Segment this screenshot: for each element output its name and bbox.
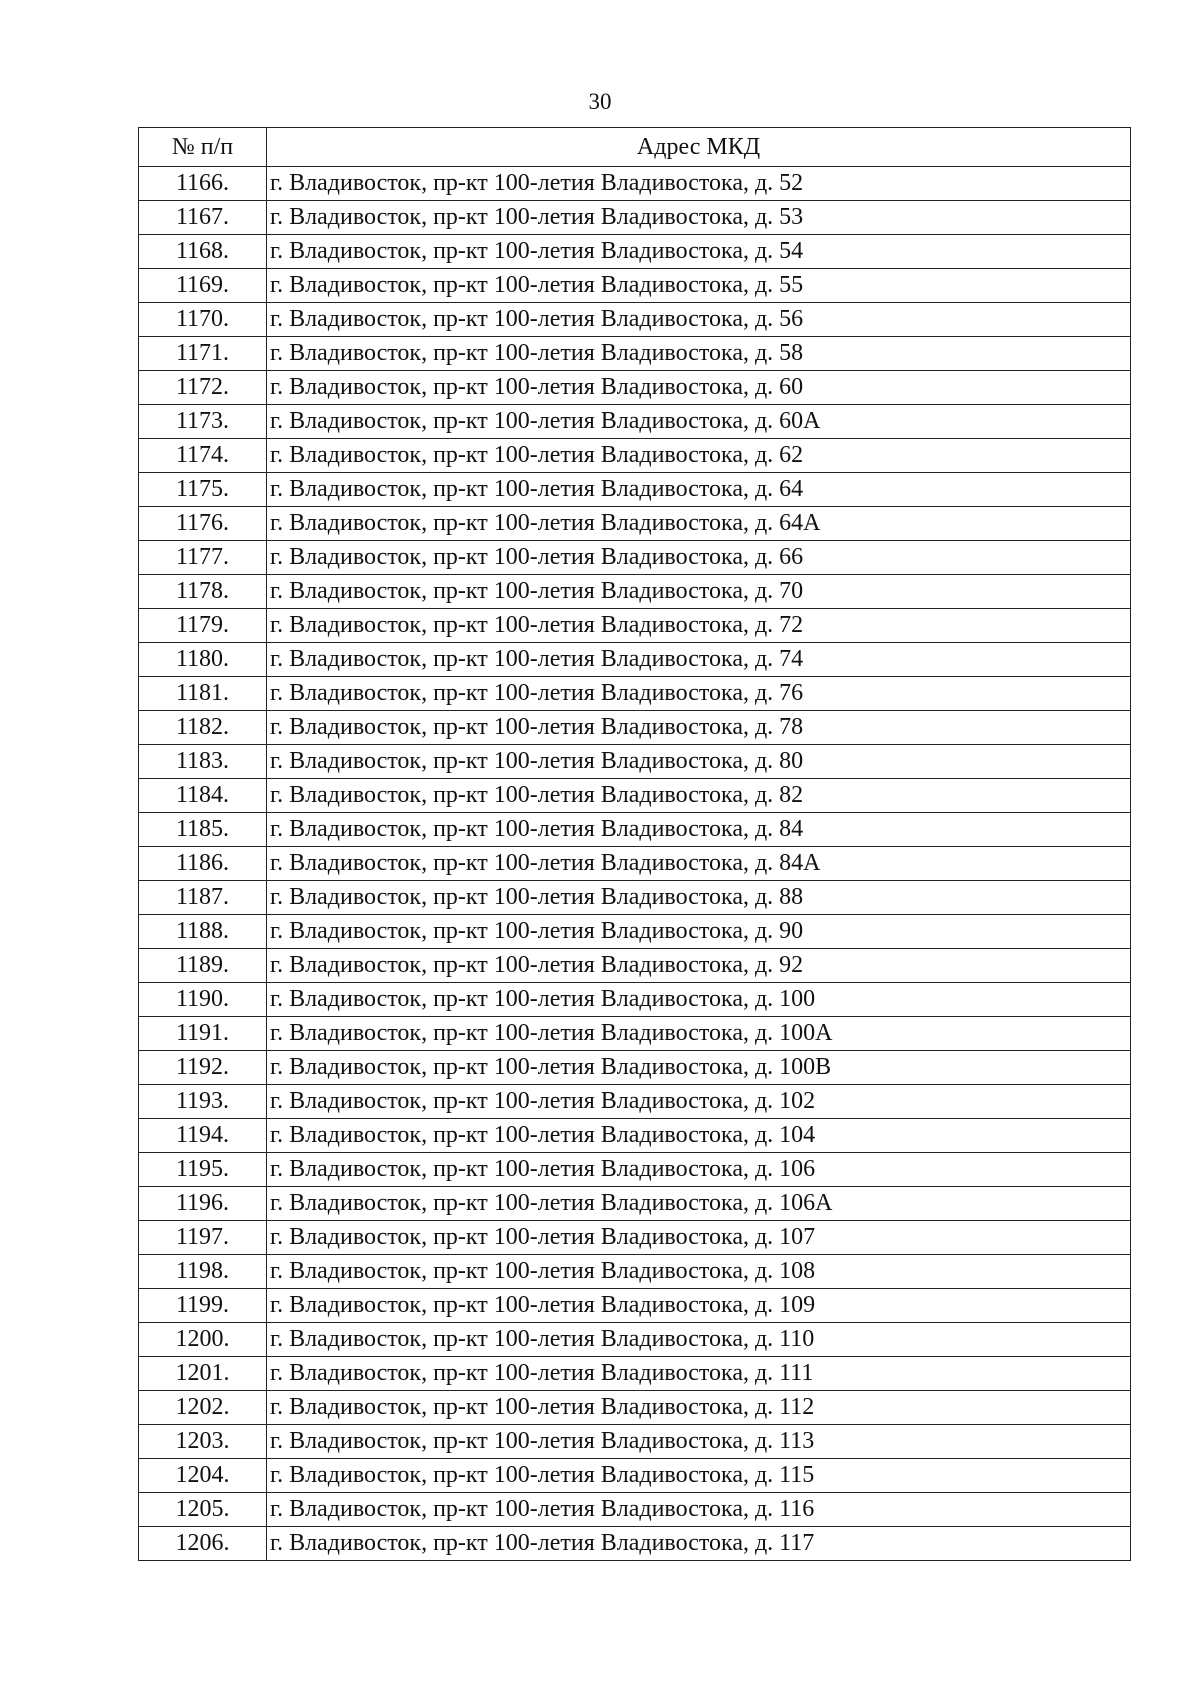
row-address: г. Владивосток, пр-кт 100-летия Владивостока, д. 72: [267, 609, 1131, 643]
row-number: 1189.: [139, 949, 267, 983]
table-row: [139, 609, 1131, 643]
row-address: г. Владивосток, пр-кт 100-летия Владивостока, д. 111: [267, 1357, 1131, 1391]
row-number: 1193.: [139, 1085, 267, 1119]
row-number: 1188.: [139, 915, 267, 949]
row-address: г. Владивосток, пр-кт 100-летия Владивостока, д. 60А: [267, 405, 1131, 439]
row-number: 1183.: [139, 745, 267, 779]
row-address: г. Владивосток, пр-кт 100-летия Владивостока, д. 64: [267, 473, 1131, 507]
table-row: [139, 473, 1131, 507]
row-number: 1199.: [139, 1289, 267, 1323]
table-row: [139, 745, 1131, 779]
row-address: г. Владивосток, пр-кт 100-летия Владивостока, д. 102: [267, 1085, 1131, 1119]
row-number: 1204.: [139, 1459, 267, 1493]
table-row: [139, 167, 1131, 201]
row-address: г. Владивосток, пр-кт 100-летия Владивостока, д. 115: [267, 1459, 1131, 1493]
row-address: г. Владивосток, пр-кт 100-летия Владивостока, д. 60: [267, 371, 1131, 405]
row-number: 1180.: [139, 643, 267, 677]
row-address: г. Владивосток, пр-кт 100-летия Владивостока, д. 84А: [267, 847, 1131, 881]
table-row: [139, 677, 1131, 711]
row-number: 1206.: [139, 1527, 267, 1561]
row-number: 1174.: [139, 439, 267, 473]
row-number: 1196.: [139, 1187, 267, 1221]
row-address: г. Владивосток, пр-кт 100-летия Владивостока, д. 70: [267, 575, 1131, 609]
table-row: [139, 269, 1131, 303]
row-address: г. Владивосток, пр-кт 100-летия Владивостока, д. 112: [267, 1391, 1131, 1425]
table-row: [139, 1459, 1131, 1493]
row-number: 1182.: [139, 711, 267, 745]
address-table: [138, 127, 1131, 1561]
row-address: г. Владивосток, пр-кт 100-летия Владивостока, д. 52: [267, 167, 1131, 201]
row-number: 1201.: [139, 1357, 267, 1391]
row-address: г. Владивосток, пр-кт 100-летия Владивостока, д. 84: [267, 813, 1131, 847]
table-row: [139, 1119, 1131, 1153]
row-number: 1203.: [139, 1425, 267, 1459]
row-number: 1191.: [139, 1017, 267, 1051]
header-address: Адрес МКД: [267, 128, 1131, 167]
row-number: 1185.: [139, 813, 267, 847]
row-number: 1178.: [139, 575, 267, 609]
row-address: г. Владивосток, пр-кт 100-летия Владивостока, д. 110: [267, 1323, 1131, 1357]
row-number: 1186.: [139, 847, 267, 881]
table-row: [139, 1187, 1131, 1221]
row-number: 1172.: [139, 371, 267, 405]
row-address: г. Владивосток, пр-кт 100-летия Владивостока, д. 74: [267, 643, 1131, 677]
row-address: г. Владивосток, пр-кт 100-летия Владивостока, д. 109: [267, 1289, 1131, 1323]
row-address: г. Владивосток, пр-кт 100-летия Владивостока, д. 55: [267, 269, 1131, 303]
row-address: г. Владивосток, пр-кт 100-летия Владивостока, д. 64А: [267, 507, 1131, 541]
row-number: 1197.: [139, 1221, 267, 1255]
table-row: [139, 711, 1131, 745]
row-number: 1184.: [139, 779, 267, 813]
table-row: [139, 1527, 1131, 1561]
row-address: г. Владивосток, пр-кт 100-летия Владивостока, д. 106: [267, 1153, 1131, 1187]
row-address: г. Владивосток, пр-кт 100-летия Владивостока, д. 113: [267, 1425, 1131, 1459]
row-address: г. Владивосток, пр-кт 100-летия Владивостока, д. 58: [267, 337, 1131, 371]
row-number: 1173.: [139, 405, 267, 439]
table-row: [139, 915, 1131, 949]
table-row: [139, 371, 1131, 405]
row-number: 1202.: [139, 1391, 267, 1425]
row-number: 1170.: [139, 303, 267, 337]
table-row: [139, 1357, 1131, 1391]
row-number: 1169.: [139, 269, 267, 303]
row-address: г. Владивосток, пр-кт 100-летия Владивостока, д. 62: [267, 439, 1131, 473]
table-row: [139, 1425, 1131, 1459]
table-row: [139, 303, 1131, 337]
table-row: [139, 1221, 1131, 1255]
row-address: г. Владивосток, пр-кт 100-летия Владивостока, д. 106А: [267, 1187, 1131, 1221]
row-address: г. Владивосток, пр-кт 100-летия Владивостока, д. 80: [267, 745, 1131, 779]
row-number: 1175.: [139, 473, 267, 507]
row-address: г. Владивосток, пр-кт 100-летия Владивостока, д. 66: [267, 541, 1131, 575]
row-address: г. Владивосток, пр-кт 100-летия Владивостока, д. 92: [267, 949, 1131, 983]
table-row: [139, 1017, 1131, 1051]
table-row: [139, 1255, 1131, 1289]
table-body: [139, 167, 1131, 1561]
row-address: г. Владивосток, пр-кт 100-летия Владивостока, д. 90: [267, 915, 1131, 949]
table-row: [139, 643, 1131, 677]
table-row: [139, 507, 1131, 541]
header-number: № п/п: [139, 128, 267, 167]
row-number: 1198.: [139, 1255, 267, 1289]
row-address: г. Владивосток, пр-кт 100-летия Владивостока, д. 53: [267, 201, 1131, 235]
row-address: г. Владивосток, пр-кт 100-летия Владивостока, д. 108: [267, 1255, 1131, 1289]
table-header-row: [139, 128, 1131, 167]
table-row: [139, 1323, 1131, 1357]
table-row: [139, 541, 1131, 575]
row-number: 1167.: [139, 201, 267, 235]
table-row: [139, 337, 1131, 371]
row-address: г. Владивосток, пр-кт 100-летия Владивостока, д. 100: [267, 983, 1131, 1017]
table-row: [139, 1391, 1131, 1425]
row-address: г. Владивосток, пр-кт 100-летия Владивостока, д. 116: [267, 1493, 1131, 1527]
row-number: 1176.: [139, 507, 267, 541]
table-row: [139, 1051, 1131, 1085]
row-number: 1171.: [139, 337, 267, 371]
row-address: г. Владивосток, пр-кт 100-летия Владивостока, д. 104: [267, 1119, 1131, 1153]
table-row: [139, 1085, 1131, 1119]
row-number: 1181.: [139, 677, 267, 711]
row-number: 1177.: [139, 541, 267, 575]
row-number: 1192.: [139, 1051, 267, 1085]
row-number: 1187.: [139, 881, 267, 915]
row-address: г. Владивосток, пр-кт 100-летия Владивостока, д. 78: [267, 711, 1131, 745]
row-address: г. Владивосток, пр-кт 100-летия Владивостока, д. 117: [267, 1527, 1131, 1561]
table-row: [139, 575, 1131, 609]
table-row: [139, 235, 1131, 269]
row-number: 1166.: [139, 167, 267, 201]
table-row: [139, 983, 1131, 1017]
table-row: [139, 1153, 1131, 1187]
table-row: [139, 881, 1131, 915]
row-address: г. Владивосток, пр-кт 100-летия Владивостока, д. 82: [267, 779, 1131, 813]
row-address: г. Владивосток, пр-кт 100-летия Владивостока, д. 88: [267, 881, 1131, 915]
row-address: г. Владивосток, пр-кт 100-летия Владивостока, д. 100А: [267, 1017, 1131, 1051]
row-address: г. Владивосток, пр-кт 100-летия Владивостока, д. 100В: [267, 1051, 1131, 1085]
table-row: [139, 813, 1131, 847]
row-number: 1200.: [139, 1323, 267, 1357]
row-number: 1205.: [139, 1493, 267, 1527]
table-row: [139, 779, 1131, 813]
table-row: [139, 1289, 1131, 1323]
row-address: г. Владивосток, пр-кт 100-летия Владивостока, д. 76: [267, 677, 1131, 711]
row-number: 1195.: [139, 1153, 267, 1187]
row-address: г. Владивосток, пр-кт 100-летия Владивостока, д. 56: [267, 303, 1131, 337]
row-address: г. Владивосток, пр-кт 100-летия Владивостока, д. 107: [267, 1221, 1131, 1255]
table-row: [139, 201, 1131, 235]
table-row: [139, 949, 1131, 983]
row-number: 1168.: [139, 235, 267, 269]
table-row: [139, 847, 1131, 881]
row-number: 1194.: [139, 1119, 267, 1153]
row-address: г. Владивосток, пр-кт 100-летия Владивостока, д. 54: [267, 235, 1131, 269]
row-number: 1190.: [139, 983, 267, 1017]
table-row: [139, 1493, 1131, 1527]
page-number: 30: [588, 89, 612, 114]
table-row: [139, 405, 1131, 439]
row-number: 1179.: [139, 609, 267, 643]
table-row: [139, 439, 1131, 473]
